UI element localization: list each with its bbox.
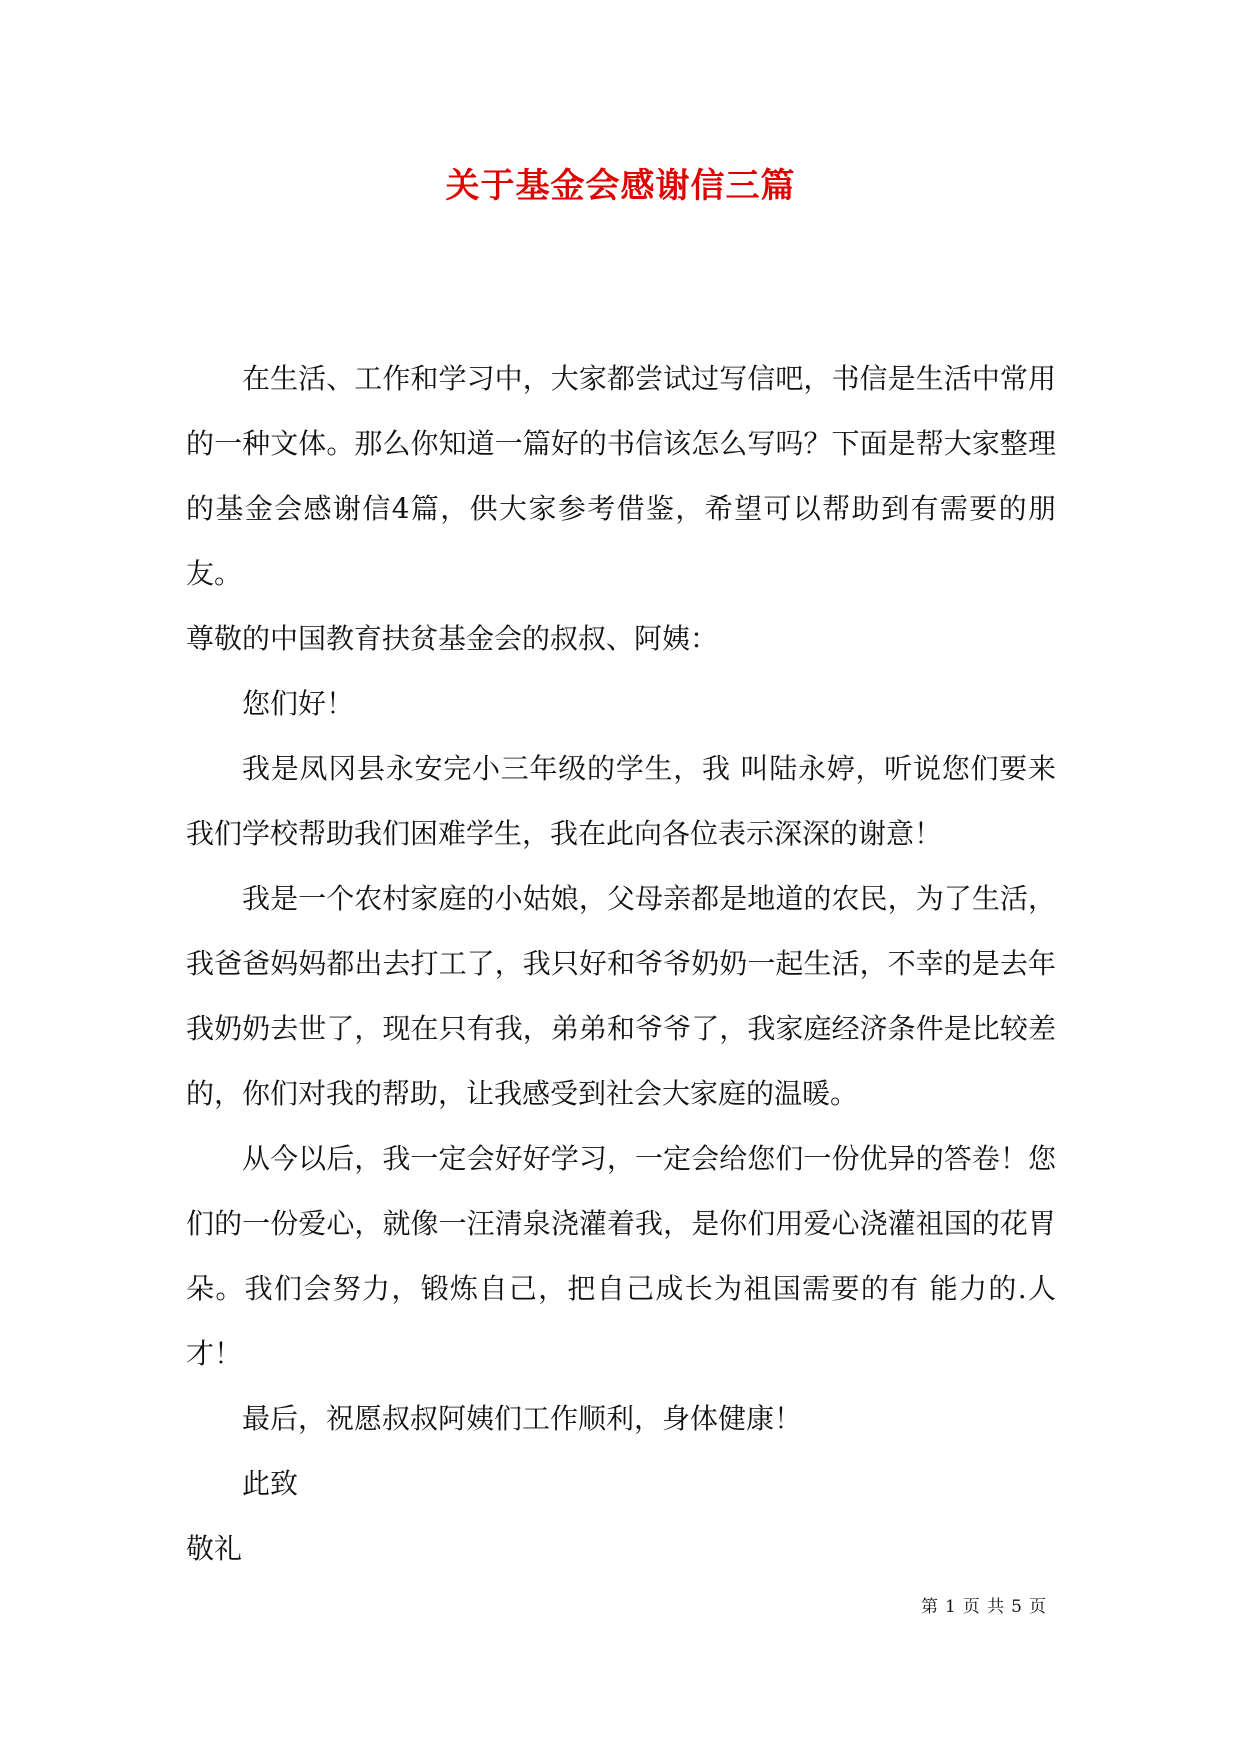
salutation: 尊敬的中国教育扶贫基金会的叔叔、阿姨： [186,622,719,655]
letter-paragraph: 最后，祝愿叔叔阿姨们工作顺利，身体健康！ [242,1402,803,1435]
footer-page-number: 1 [944,1597,957,1617]
footer-middle: 页 共 [962,1597,1006,1617]
letter-paragraph: 我是凤冈县永安完小三年级的学生，我 叫陆永婷，听说您们要来我们学校帮助我们困难学生，我在此向各位表示深深的谢意！ [186,752,1056,850]
document-body [186,346,1056,1581]
footer-prefix: 第 [920,1597,939,1617]
footer-total-pages: 5 [1011,1597,1023,1617]
page-footer [0,1592,1047,1617]
greeting: 您们好！ [242,687,355,720]
document-title: 关于基金会感谢信三篇 [445,166,796,206]
intro-paragraph: 在生活、工作和学习中，大家都尝试过写信吧，书信是生活中常用的一种文体。那么你知道一篇好的书信该怎么写吗？下面是帮大家整理的基金会感谢信4篇，供大家参考借鉴，希望可以帮助到有需要的朋友。 [186,362,1056,590]
closing-regards: 敬礼 [186,1532,243,1565]
closing-phrase: 此致 [242,1467,299,1500]
letter-paragraph: 我是一个农村家庭的小姑娘，父母亲都是地道的农民，为了生活，我爸爸妈妈都出去打工了，我只好和爷爷奶奶一起生活，不幸的是去年我奶奶去世了，现在只有我，弟弟和爷爷了，我家庭经济条件是比较差的，你们对我的帮助，让我感受到社会大家庭的温暖。 [186,882,1056,1110]
letter-paragraph: 从今以后，我一定会好好学习，一定会给您们一份优异的答卷！您们的一份爱心，就像一汪清泉浇灌着我，是你们用爱心浇灌祖国的花胃朵。我们会努力，锻炼自己，把自己成长为祖国需要的有 能力的.人才！ [186,1142,1056,1370]
footer-suffix: 页 [1029,1597,1047,1617]
